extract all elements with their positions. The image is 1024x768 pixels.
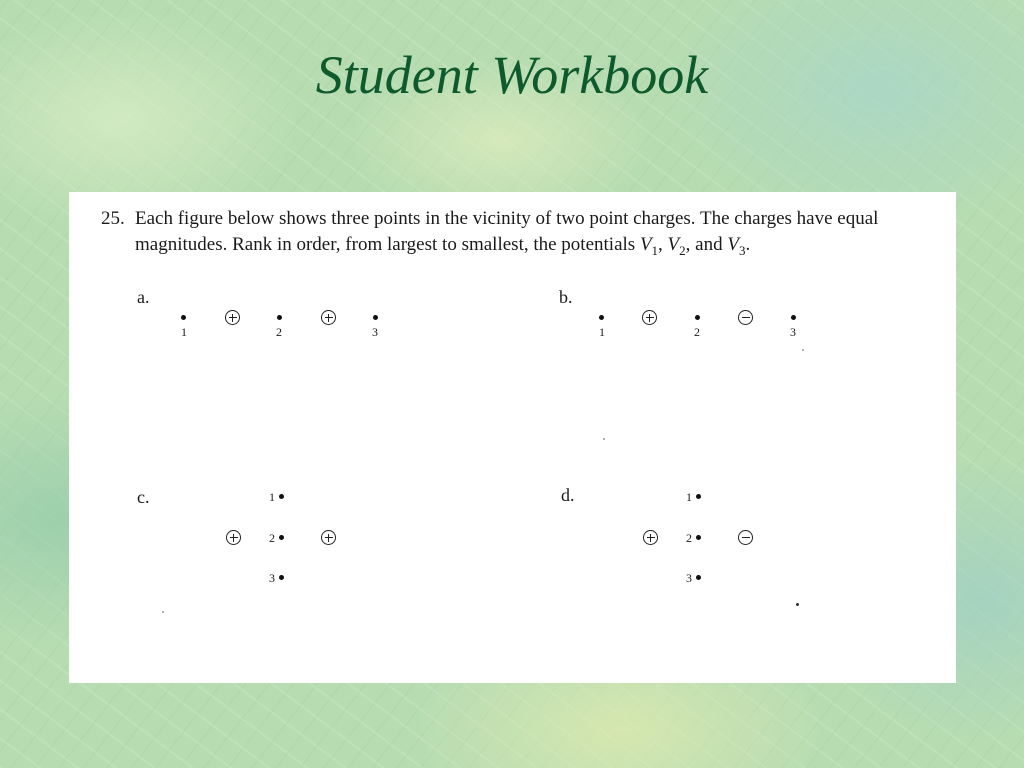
positive-charge-icon (643, 530, 658, 545)
panel-d-label: d. (561, 485, 575, 505)
potential-v3-subscript: 3 (738, 242, 746, 258)
point-3-label: 3 (790, 325, 796, 339)
question-text (101, 206, 941, 264)
point-1-dot (181, 315, 186, 320)
potential-v1-subscript: 1 (651, 242, 659, 258)
point-1-label: 1 (269, 490, 275, 504)
positive-charge-icon (225, 310, 240, 325)
separator-1: , (658, 234, 668, 255)
positive-charge-icon (321, 310, 336, 325)
point-1-label: 1 (599, 325, 605, 339)
potential-v1-symbol: V (639, 234, 652, 255)
point-1-label: 1 (686, 490, 692, 504)
point-3-label: 3 (686, 571, 692, 585)
question-text-main: Each figure below shows three points in the vicinity of two point charges. The charges have equal magnitudes. Rank in order, from largest to smallest, the potentials (135, 208, 879, 255)
scan-speck (603, 438, 605, 440)
point-2-dot (695, 315, 700, 320)
panel-a-label: a. (137, 287, 150, 307)
scan-speck (796, 603, 799, 606)
point-3-label: 3 (269, 571, 275, 585)
negative-charge-icon (738, 310, 753, 325)
potential-v2-symbol: V (667, 234, 680, 255)
positive-charge-icon (321, 530, 336, 545)
scan-speck (162, 611, 164, 613)
point-1-dot (279, 494, 284, 499)
slide-title: Student Workbook (315, 45, 709, 105)
point-1-dot (696, 494, 701, 499)
point-3-dot (791, 315, 796, 320)
separator-2: , and (685, 234, 728, 255)
point-2-label: 2 (686, 531, 692, 545)
point-1-dot (599, 315, 604, 320)
negative-charge-icon (738, 530, 753, 545)
point-2-label: 2 (269, 531, 275, 545)
workbook-sheet (69, 192, 956, 683)
positive-charge-icon (226, 530, 241, 545)
potential-v2-subscript: 2 (679, 242, 686, 258)
panel-c-label: c. (137, 487, 150, 507)
panel-b-label: b. (559, 287, 573, 307)
question-body (135, 206, 941, 264)
point-2-dot (277, 315, 282, 320)
point-3-dot (279, 575, 284, 580)
question-number: 25. (101, 208, 125, 229)
point-2-dot (696, 535, 701, 540)
positive-charge-icon (642, 310, 657, 325)
question-period: . (745, 234, 751, 255)
point-3-dot (373, 315, 378, 320)
point-3-label: 3 (372, 325, 378, 339)
point-3-dot (696, 575, 701, 580)
point-2-dot (279, 535, 284, 540)
point-1-label: 1 (181, 325, 187, 339)
scan-speck (802, 349, 804, 351)
potential-v3-symbol: V (727, 234, 739, 255)
point-2-label: 2 (694, 325, 700, 339)
point-2-label: 2 (276, 325, 282, 339)
